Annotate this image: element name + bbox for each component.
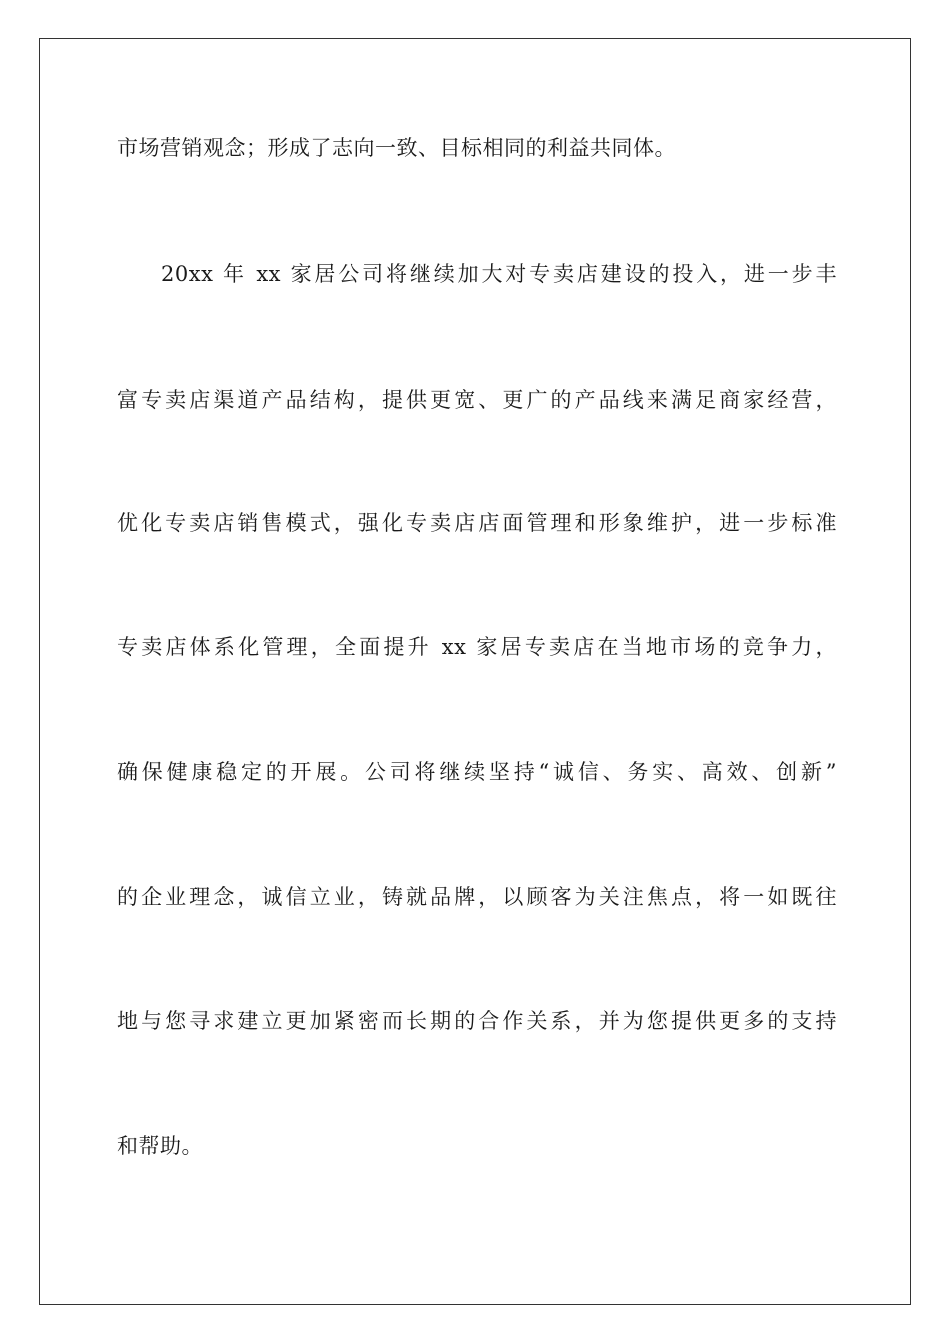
paragraph-line: 优化专卖店销售模式，强化专卖店店面管理和形象维护，进一步标准: [117, 511, 837, 535]
paragraph-line: 专卖店体系化管理，全面提升 xx 家居专卖店在当地市场的竞争力，: [117, 635, 837, 659]
paragraph-line: 市场营销观念；形成了志向一致、目标相同的利益共同体。: [117, 136, 676, 160]
paragraph-line: 的企业理念，诚信立业，铸就品牌，以顾客为关注焦点，将一如既往: [117, 885, 837, 909]
paragraph-line: 地与您寻求建立更加紧密而长期的合作关系，并为您提供更多的支持: [117, 1009, 837, 1033]
page-border: [39, 38, 911, 1305]
paragraph-line: 20xx 年 xx 家居公司将继续加大对专卖店建设的投入，进一步丰: [161, 262, 837, 286]
paragraph-line: 确保健康稳定的开展。公司将继续坚持“诚信、务实、高效、创新”: [117, 760, 837, 784]
paragraph-line: 和帮助。: [117, 1134, 203, 1158]
paragraph-line: 富专卖店渠道产品结构，提供更宽、更广的产品线来满足商家经营，: [117, 388, 837, 412]
